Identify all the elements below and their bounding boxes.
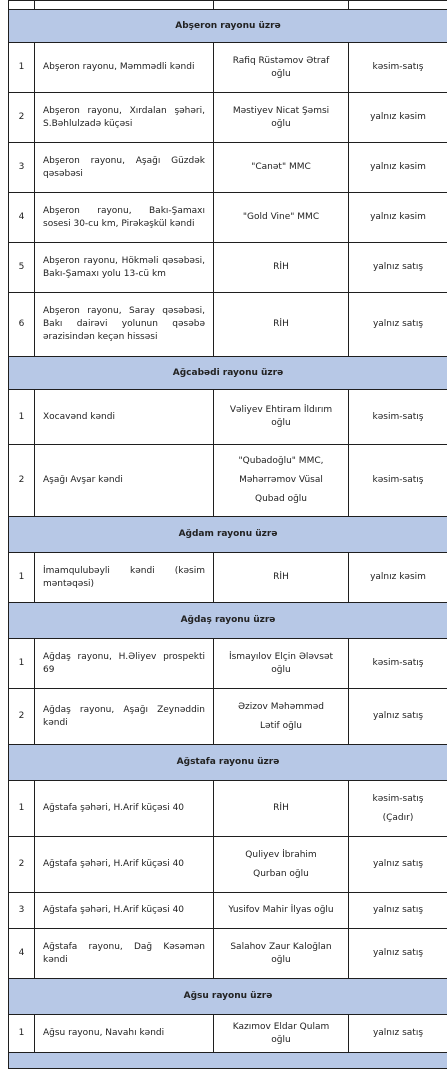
table-row	[9, 390, 447, 445]
row-address: Abşeron rayonu, Bakı-Şamaxı sosesi 30-cu km, Pirəkəşkül kəndi	[35, 193, 214, 243]
row-type: yalnız satış	[349, 929, 447, 979]
row-type: kəsim-satış	[349, 390, 447, 445]
section-title: Ağdam rayonu üzrə	[9, 517, 447, 553]
row-number: 2	[9, 93, 35, 143]
row-number: 2	[9, 837, 35, 893]
table-row	[9, 639, 447, 689]
section-header	[9, 10, 447, 43]
row-owner: İsmayılov Elçin Ələvsət oğlu	[214, 639, 349, 689]
row-number: 6	[9, 293, 35, 357]
row-type: yalnız kəsim	[349, 193, 447, 243]
owner-line: Quliyev İbrahim	[222, 846, 340, 865]
row-owner: RİH	[214, 243, 349, 293]
table-row	[9, 1015, 447, 1053]
table-row	[9, 893, 447, 929]
table-row	[9, 43, 447, 93]
section-header	[9, 357, 447, 390]
table-row	[9, 243, 447, 293]
row-type: yalnız satış	[349, 243, 447, 293]
table-row	[9, 193, 447, 243]
table-row	[9, 781, 447, 837]
table-row	[9, 929, 447, 979]
type-line: kəsim-satış	[357, 790, 439, 809]
row-type: kəsim-satış	[349, 445, 447, 517]
row-owner: Məstiyev Nicat Şəmsi oğlu	[214, 93, 349, 143]
row-address: Ağstafa şəhəri, H.Arif küçəsi 40	[35, 893, 214, 929]
row-address: Ağdaş rayonu, H.Əliyev prospekti 69	[35, 639, 214, 689]
row-owner: RİH	[214, 781, 349, 837]
section-header	[9, 603, 447, 639]
row-owner	[214, 837, 349, 893]
row-address: Abşeron rayonu, Xırdalan şəhəri, S.Bəhlulzadə küçəsi	[35, 93, 214, 143]
row-address: Ağstafa şəhəri, H.Arif küçəsi 40	[35, 781, 214, 837]
row-address: Abşeron rayonu, Hökməli qəsəbəsi, Bakı-Şamaxı yolu 13-cü km	[35, 243, 214, 293]
row-owner: RİH	[214, 293, 349, 357]
section-header	[9, 979, 447, 1015]
slaughter-points-table	[8, 0, 447, 1069]
table-row	[9, 93, 447, 143]
section-title: Abşeron rayonu üzrə	[9, 10, 447, 43]
row-address: Abşeron rayonu, Aşağı Güzdək qəsəbəsi	[35, 143, 214, 193]
row-owner: Rafiq Rüstəmov Ətraf oğlu	[214, 43, 349, 93]
section-title: Ağdaş rayonu üzrə	[9, 603, 447, 639]
row-number: 3	[9, 143, 35, 193]
row-type: yalnız satış	[349, 1015, 447, 1053]
row-type: yalnız satış	[349, 293, 447, 357]
row-number: 1	[9, 553, 35, 603]
row-owner: Kazımov Eldar Qulam oğlu	[214, 1015, 349, 1053]
row-number: 4	[9, 929, 35, 979]
type-line: (Çadır)	[357, 809, 439, 828]
row-number: 1	[9, 1015, 35, 1053]
row-address: Ağstafa şəhəri, H.Arif küçəsi 40	[35, 837, 214, 893]
section-header	[9, 745, 447, 781]
row-type: yalnız kəsim	[349, 143, 447, 193]
owner-line: Qubad oğlu	[222, 490, 340, 509]
owner-line: Lətif oğlu	[222, 717, 340, 736]
table-row	[9, 445, 447, 517]
table-row-partial	[9, 1, 447, 10]
section-title: Ağcabədi rayonu üzrə	[9, 357, 447, 390]
row-type: yalnız satış	[349, 837, 447, 893]
row-type: yalnız satış	[349, 893, 447, 929]
row-owner: Salahov Zaur Kaloğlan oğlu	[214, 929, 349, 979]
row-number: 1	[9, 390, 35, 445]
row-number: 5	[9, 243, 35, 293]
row-type: yalnız kəsim	[349, 553, 447, 603]
table-row	[9, 553, 447, 603]
row-owner	[214, 445, 349, 517]
row-owner	[214, 689, 349, 745]
row-type: yalnız satış	[349, 689, 447, 745]
row-type: kəsim-satış	[349, 43, 447, 93]
row-address: Ağstafa rayonu, Dağ Kəsəmən kəndi	[35, 929, 214, 979]
row-number: 4	[9, 193, 35, 243]
section-title: Ağstafa rayonu üzrə	[9, 745, 447, 781]
row-number: 2	[9, 445, 35, 517]
row-owner: Yusifov Mahir İlyas oğlu	[214, 893, 349, 929]
owner-line: Qurban oğlu	[222, 865, 340, 884]
table-row	[9, 837, 447, 893]
row-number: 1	[9, 639, 35, 689]
table-row	[9, 293, 447, 357]
row-number: 1	[9, 43, 35, 93]
row-owner: RİH	[214, 553, 349, 603]
row-address: Abşeron rayonu, Məmmədli kəndi	[35, 43, 214, 93]
row-owner: "Gold Vine" MMC	[214, 193, 349, 243]
row-owner: Vəliyev Ehtiram İldırım oğlu	[214, 390, 349, 445]
row-address: İmamqulubəyli kəndi (kəsim məntəqəsi)	[35, 553, 214, 603]
row-number: 1	[9, 781, 35, 837]
row-address: Ağdaş rayonu, Aşağı Zeynəddin kəndi	[35, 689, 214, 745]
owner-line: Əzizov Məhəmməd	[222, 698, 340, 717]
row-address: Xocavənd kəndi	[35, 390, 214, 445]
row-number: 2	[9, 689, 35, 745]
row-type: kəsim-satış	[349, 639, 447, 689]
table-row	[9, 143, 447, 193]
row-address: Abşeron rayonu, Saray qəsəbəsi, Bakı dairəvi yolunun qəsəbə ərazisindən keçən hissəsi	[35, 293, 214, 357]
owner-line: "Qubadoğlu" MMC,	[222, 452, 340, 471]
row-number: 3	[9, 893, 35, 929]
section-title: Ağsu rayonu üzrə	[9, 979, 447, 1015]
row-type	[349, 781, 447, 837]
row-address: Ağsu rayonu, Navahı kəndi	[35, 1015, 214, 1053]
section-header	[9, 517, 447, 553]
row-address: Aşağı Avşar kəndi	[35, 445, 214, 517]
row-type: yalnız kəsim	[349, 93, 447, 143]
table-row	[9, 689, 447, 745]
owner-line: Məhərrəmov Vüsal	[222, 471, 340, 490]
row-owner: "Canət" MMC	[214, 143, 349, 193]
